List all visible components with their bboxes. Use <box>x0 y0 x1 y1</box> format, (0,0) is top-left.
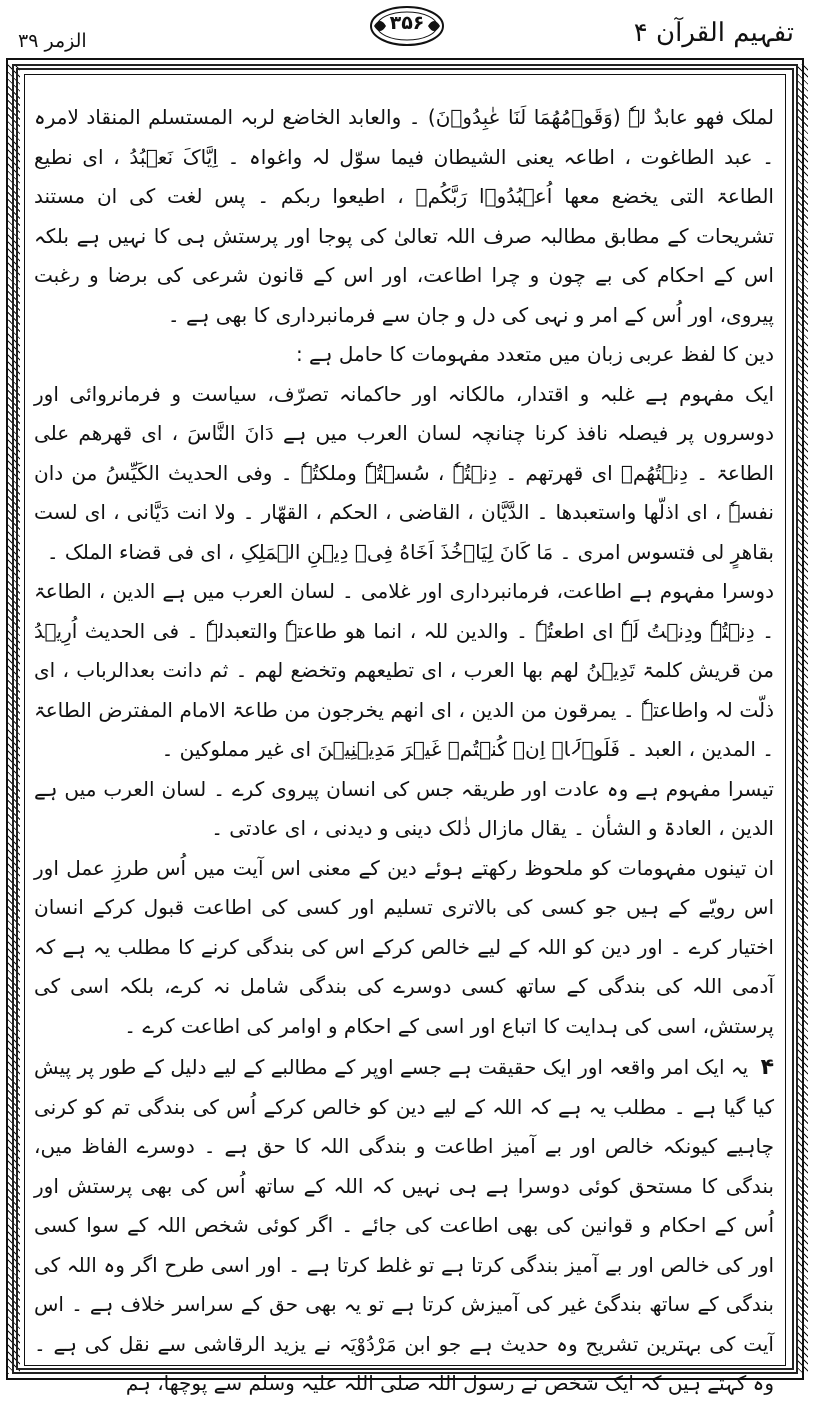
surah-reference: الزمر ۳۹ <box>18 30 87 52</box>
paragraph-din-intro: دین کا لفظ عربی زبان میں متعدد مفہومات کا حامل ہے : <box>295 342 774 366</box>
page-number-ornament <box>368 4 446 48</box>
footnote-marker: ۴ <box>760 1055 774 1080</box>
book-title: تفہیم القرآن ۴ <box>633 18 794 48</box>
paragraph-third-meaning: تیسرا مفہوم ہے وہ عادت اور طریقہ جس کی انسان پیروی کرے ۔ لسان العرب میں ہے الدین ، العادۃ و الشأن ۔ یقال مازال ذٰلک دینی و دیدنی ، ای عادتی ۔ <box>34 776 774 840</box>
page-header <box>0 0 816 58</box>
paragraph-second-meaning: دوسرا مفہوم ہے اطاعت، فرمانبرداری اور غلامی ۔ لسان العرب میں ہے الدین ، الطاعۃ ۔ دِنۡتُہٗ ودِنۡتُ لَہٗ ای اطعتُہٗ ۔ والدین للہ ، انما ھو طاعتہٗ والتعبدلہٗ ۔ فی الحدیث اُرِیۡدُ من قریش کلمۃ تَدِیۡنُ لھم بھا العرب ، ای تطیعھم وتخضع لھم ۔ ثم دانت بعدالرباب ، ای ذلّت لہ واطاعتہٗ ۔ یمرقون من الدین ، ای انھم یخرجون من طاعۃ الامام المفترض الطاعۃ ۔ المدین ، العبد ۔ فَلَوۡلَاۤ اِنۡ کُنۡتُمۡ غَیۡرَ مَدِیۡنِیۡنَ ای غیر مملوکین ۔ <box>34 579 774 761</box>
paragraph-lexical-meaning: لملک فھو عابدٌ لہٗ (وَقَوۡمُهُمَا لَنَا عٰبِدُوۡنَ) ۔ والعابد الخاضع لربہ المستسلم المنقاد لامرہ ۔ عبد الطاغوت ، اطاعہ یعنی الشیطان فیما سوّل لہ واغواہ ۔ اِیَّاکَ نَعۡبُدُ ، ای نطیع الطاعۃ التی یخضع معھا اُعۡبُدُوۡا رَبَّکُمۡ ، اطیعوا ربکم ۔ پس لغت کی ان مستند تشریحات کے مطابق مطالبہ صرف اللہ تعالیٰ کی پوجا اور پرستش ہی کا نہیں ہے بلکہ اس کے احکام کی بے چون و چرا اطاعت، اور اس کے قانون شرعی کی برضا و رغبت پیروی، اور اُس کے امر و نہی کی دل و جان سے فرمانبرداری کا بھی ہے ۔ <box>34 105 774 327</box>
footnote-paragraph <box>34 1048 774 1404</box>
footnote-text: یہ ایک امر واقعہ اور ایک حقیقت ہے جسے اوپر کے مطالبے کے لیے دلیل کے طور پر پیش کیا گیا ہے ۔ مطلب یہ ہے کہ اللہ کے لیے دین کو خالص کرکے اُس کی بندگی تم کو کرنی چاہیے کیونکہ خالص اور بے آمیز اطاعت و بندگی اللہ کا حق ہے ۔ دوسرے الفاظ میں، بندگی کا مستحق کوئی دوسرا ہے ہی نہیں کہ اللہ کے ساتھ اُس کی بھی پرستش اور اُس کے احکام و قوانین کی بھی اطاعت کی جائے ۔ اگر کوئی شخص اللہ کے سوا کسی اور کی خالص اور بے آمیز بندگی کرتا ہے تو غلط کرتا ہے ۔ اور اسی طرح اگر وہ اللہ کی بندگی کے ساتھ بندگیٔ غیر کی آمیزش کرتا ہے تو یہ بھی حق کے سراسر خلاف ہے ۔ اس آیت کی بہترین تشریح وہ حدیث ہے جو ابن مَرْدُوْیَہ نے یزید الرقاشی سے نقل کی ہے ۔ وہ کہتے ہیں کہ ایک شخص نے رسول اللہ صلی اللہ علیہ وسلم سے پوچھا، ہم <box>34 1055 774 1395</box>
paragraph-first-meaning: ایک مفہوم ہے غلبہ و اقتدار، مالکانہ اور حاکمانہ تصرّف، سیاست و فرمانروائی اور دوسروں پر فیصلہ نافذ کرنا چنانچہ لسان العرب میں ہے دَانَ النَّاسَ ، ای قھرھم علی الطاعۃ ۔ دِنۡتُھُمۡ ای قھرتھم ۔ دِنۡتُہٗ ، سُسۡتُہٗ وملکتُہٗ ۔ وفی الحدیث الکَیِّسُ من دان نفسہٗ ، ای اذلّھا واستعبدھا ۔ الدَّیَّان ، القاضی ، الحکم ، القھّار ۔ ولا انت دَیَّانی ، ای لست بقاھرٍ لی فتسوس امری ۔ مَا کَانَ لِیَاۡخُذَ اَخَاهُ فِیۡ دِیۡنِ الۡمَلِکِ ، ای فی قضاء الملک ۔ <box>34 381 775 564</box>
commentary-body <box>34 98 774 1404</box>
paragraph-conclusion: ان تینوں مفہومات کو ملحوظ رکھتے ہوئے دین کے معنی اس آیت میں اُس طرزِ عمل اور اس رویّے کے ہیں جو کسی کی بالاتری تسلیم اور کسی کی اطاعت قبول کرکے انسان اختیار کرے ۔ اور دین کو اللہ کے لیے خالص کرکے اس کی بندگی کرنے کا مطلب یہ ہے کہ آدمی اللہ کی بندگی کے ساتھ کسی دوسرے کی بندگی شامل نہ کرے، بلکہ اسی کی پرستش، اسی کی ہدایت کا اتباع اور اسی کے احکام و اوامر کی اطاعت کرے ۔ <box>34 855 774 1038</box>
page-number: ۳۵۶ <box>389 12 425 34</box>
